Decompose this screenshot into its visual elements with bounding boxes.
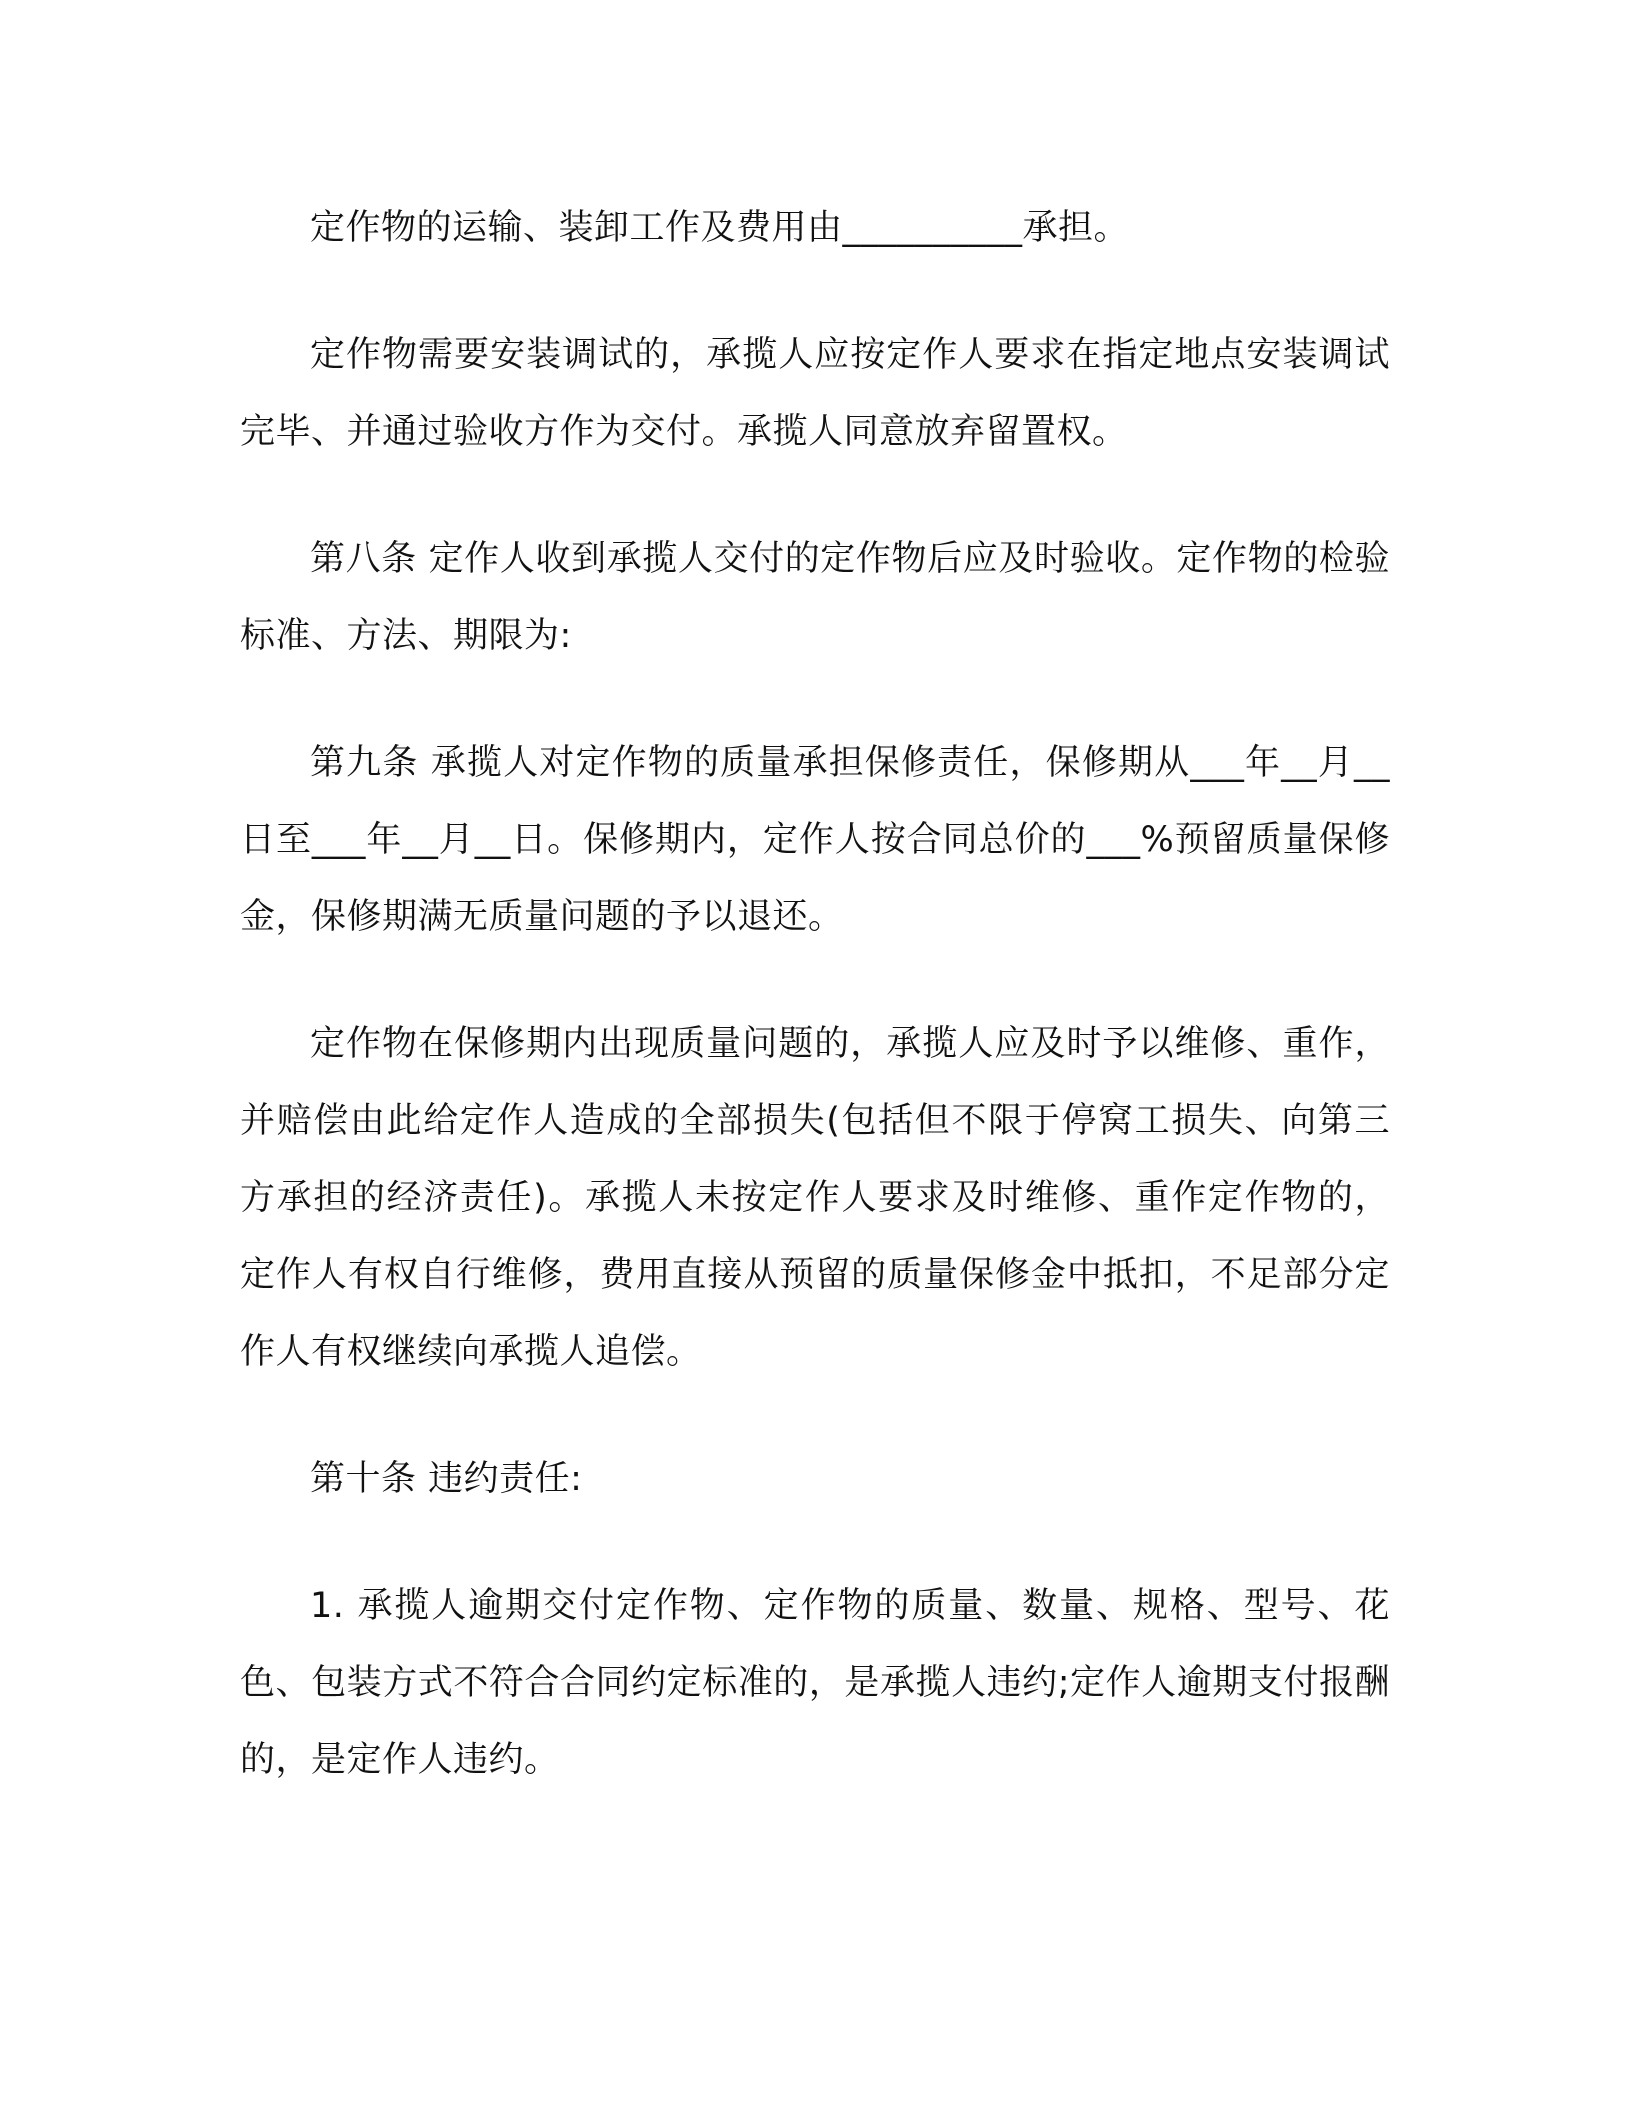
paragraph-article-8: 第八条 定作人收到承揽人交付的定作物后应及时验收。定作物的检验标准、方法、期限为:: [240, 539, 1390, 656]
paragraph-breach-item-1: 1. 承揽人逾期交付定作物、定作物的质量、数量、规格、型号、花色、包装方式不符合合同约定标准的，是承揽人违约;定作人逾期支付报酬的，是定作人违约。: [240, 1586, 1390, 1780]
paragraph-article-10: 第十条 违约责任:: [310, 1459, 583, 1499]
document-body: [240, 190, 1390, 1849]
paragraph-installation: 定作物需要安装调试的，承揽人应按定作人要求在指定地点安装调试完毕、并通过验收方作为交付。承揽人同意放弃留置权。: [240, 335, 1390, 452]
paragraph-article-9: 第九条 承揽人对定作物的质量承担保修责任，保修期从___年__月__日至___年__月__日。保修期内，定作人按合同总价的___%预留质量保修金，保修期满无质量问题的予以退还。: [240, 743, 1390, 937]
paragraph-transport-cost: 定作物的运输、装卸工作及费用由__________承担。: [310, 208, 1130, 248]
paragraph-warranty-repair: 定作物在保修期内出现质量问题的，承揽人应及时予以维修、重作，并赔偿由此给定作人造成的全部损失(包括但不限于停窝工损失、向第三方承担的经济责任)。承揽人未按定作人要求及时维修、重作定作物的，定作人有权自行维修，费用直接从预留的质量保修金中抵扣，不足部分定作人有权继续向承揽人追偿。: [240, 1024, 1390, 1372]
